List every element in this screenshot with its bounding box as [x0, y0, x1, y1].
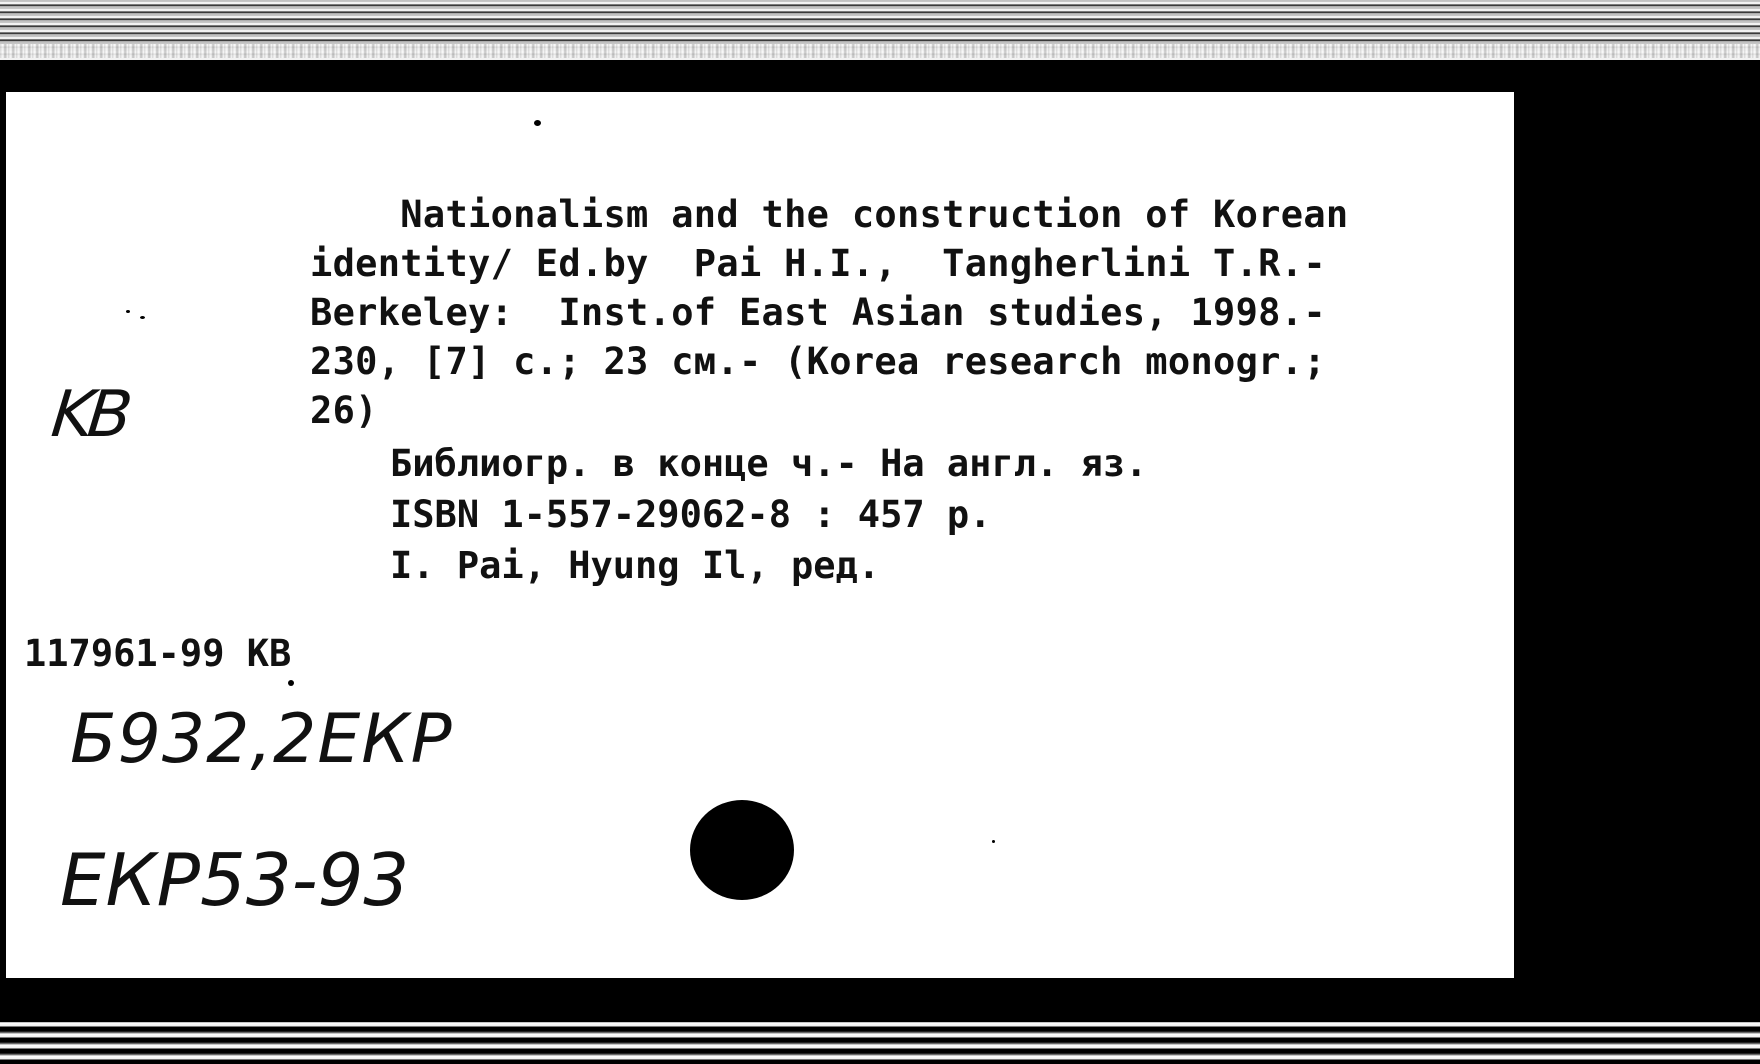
isbn-line: ISBN 1-557-29062-8 : 457 р.: [390, 493, 992, 536]
ink-speck: [534, 120, 541, 126]
entry-line: 26): [310, 389, 378, 432]
ink-speck: [992, 840, 995, 843]
accession-value: 117961-99: [24, 632, 247, 675]
entry-line: identity/ Ed.by Pai H.I., Tangherlini T.R.-: [310, 242, 1326, 285]
scan-noise-top-stripe: [0, 44, 1760, 58]
bibliographic-entry: [310, 190, 1349, 435]
card-punch-hole: [690, 800, 794, 900]
entry-line: 230, [7] с.; 23 см.- (Korea research monogr.;: [310, 340, 1326, 383]
notes-line: Библиогр. в конце ч.- На англ. яз.: [390, 442, 1148, 485]
handwritten-shelf-code: ЕКР53-93: [60, 838, 410, 922]
handwritten-classification: Б932,2ЕКР: [70, 700, 453, 779]
ink-speck: [140, 316, 145, 319]
accession-number: [24, 632, 291, 676]
entry-line: Nationalism and the construction of Korean: [310, 193, 1349, 236]
ink-speck: [288, 680, 294, 686]
entry-line: Berkeley: Inst.of East Asian studies, 1998.-: [310, 291, 1326, 334]
bibliographic-notes: [390, 438, 1147, 591]
handwritten-kb: KB: [48, 378, 130, 452]
editor-line: I. Pai, Hyung Il, ред.: [390, 544, 881, 587]
accession-suffix: KB: [246, 632, 292, 675]
scan-noise-bottom: [0, 1022, 1760, 1064]
ink-speck: [126, 310, 130, 313]
